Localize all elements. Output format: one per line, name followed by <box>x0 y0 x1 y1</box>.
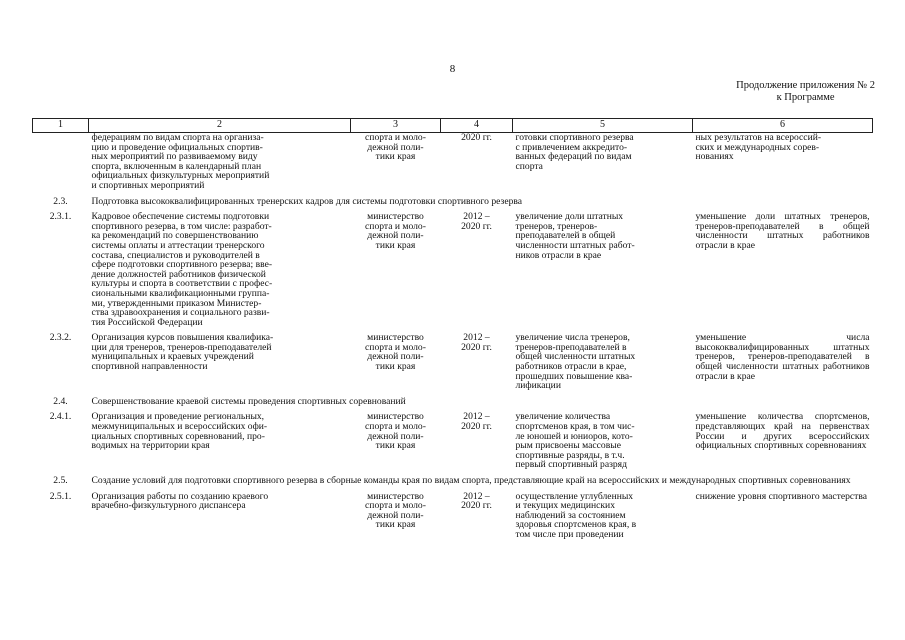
section-title: Совершенствование краевой системы проведения спортивных соревнований <box>91 395 406 407</box>
section-row <box>33 197 873 207</box>
row-number: 2.3.1. <box>49 211 72 223</box>
period: 2012 – 2020 гг. <box>461 490 492 512</box>
row-number: 2.4.1. <box>49 411 72 423</box>
period: 2012 – 2020 гг. <box>461 332 492 353</box>
program-table <box>32 118 873 540</box>
executor: министерство спорта и моло- дежной поли- тики края <box>365 411 426 452</box>
column-header: 3 <box>351 119 441 133</box>
table-row <box>33 212 873 327</box>
page-number: 8 <box>449 63 456 75</box>
period: 2012 – 2020 гг. <box>461 411 492 433</box>
consequence: уменьшение доли штатных тренеров, тренеров-преподавателей в общей численности штатных работников отрасли в крае <box>695 211 870 251</box>
consequence: уменьшение числа высококвалифицированных штатных тренеров, тренеров-преподавателей в общей численности штатных работников отрасли в крае <box>695 332 870 382</box>
executor: министерство спорта и моло- дежной поли- тики края <box>365 490 426 531</box>
section-title: Создание условий для подготовки спортивного резерва в сборные команды края по видам спорта, представляющие край на всероссийских и международных спортивных соревнованиях <box>91 475 851 486</box>
column-header: 6 <box>693 119 873 133</box>
table-row <box>33 492 873 540</box>
row-number: 2.5.1. <box>49 490 72 502</box>
section-number: 2.3. <box>53 195 68 207</box>
section-number: 2.5. <box>53 475 68 486</box>
column-header: 4 <box>441 119 513 133</box>
expected-result: увеличение доли штатных тренеров, тренеров- преподавателей в общей численности штатных работ- ников отрасли в крае <box>515 211 635 261</box>
column-header: 5 <box>513 119 693 133</box>
section-row <box>33 476 873 486</box>
period: 2012 – 2020 гг. <box>461 211 492 232</box>
column-header: 2 <box>89 119 351 133</box>
table-header-row <box>33 119 873 133</box>
activity-name: федерациям по видам спорта на организа- цию и проведение официальных спортив- ных мероприятий по развиваемому виду спорта, включенным в календарный план официальных физкультурных мероприятий и спортивных мероприятий <box>91 132 270 191</box>
consequence: уменьшение количества спортсменов, представляющих край на первенствах России и других всероссийских официальных спортивных соревнованиях <box>695 411 870 452</box>
consequence: ных результатов на всероссий- ских и международных сорев- нованиях <box>695 132 822 163</box>
expected-result: увеличение количества спортсменов края, в том чис- ле юношей и юниоров, кото- рым присвоены массовые спортивные разряды, в т.ч. первый спортивный разряд <box>515 411 635 471</box>
expected-result: увеличение числа тренеров, тренеров-преподавателей в общей численности штатных работников отрасли в крае, прошедших повышение ква- лификации <box>515 332 636 392</box>
table-row <box>33 333 873 391</box>
executor: министерство спорта и моло- дежной поли- тики края <box>365 332 426 373</box>
appendix-note-line1: Продолжение приложения № 2 <box>736 80 875 91</box>
section-row <box>33 397 873 407</box>
column-header: 1 <box>33 119 89 133</box>
section-number: 2.4. <box>53 395 68 407</box>
expected-result: осуществление углубленных и текущих медицинских наблюдений за состоянием здоровья спортсменов края, в том числе при проведении <box>515 490 637 540</box>
activity-name: Организация курсов повышения квалифика- ции для тренеров, тренеров-преподавателей муниципальных и краевых учреждений спортивной направленности <box>91 332 274 373</box>
executor: министерство спорта и моло- дежной поли- тики края <box>365 211 426 251</box>
activity-name: Организация и проведение региональных, межмуниципальных и всероссийских офи- циальных спортивных соревнований, про- водимых на территории края <box>91 411 268 452</box>
table-row <box>33 412 873 470</box>
expected-result: готовки спортивного резерва с привлечением аккредито- ванных федераций по видам спорта <box>515 132 634 172</box>
consequence: снижение уровня спортивного мастерства <box>695 490 867 502</box>
row-number <box>33 133 89 191</box>
row-number: 2.3.2. <box>49 332 72 344</box>
activity-name: Кадровое обеспечение системы подготовки спортивного резерва, в том числе: разработ- ка рекомендаций по совершенствованию системы оплаты и аттестации тренерского состава, специалистов и руководителей в сфере подготовки спортивного резерва; вве- дение должностей работников физической культуры и спорта в соответствии с профес- сиональными квалификационными группа- ми, утвержденными приказом Министер- ства здравоохранения и социального разви- тия Российской Федерации <box>91 211 273 328</box>
activity-name: Организация работы по созданию краевого врачебно-физкультурного диспансера <box>91 490 269 512</box>
appendix-note <box>736 80 875 104</box>
executor: спорта и моло- дежной поли- тики края <box>365 132 426 163</box>
appendix-note-line2: к Программе <box>776 92 835 104</box>
period: 2020 гг. <box>461 132 492 143</box>
table-row <box>33 133 873 191</box>
section-title: Подготовка высококвалифицированных тренерских кадров для системы подготовки спортивного резерва <box>91 195 523 207</box>
